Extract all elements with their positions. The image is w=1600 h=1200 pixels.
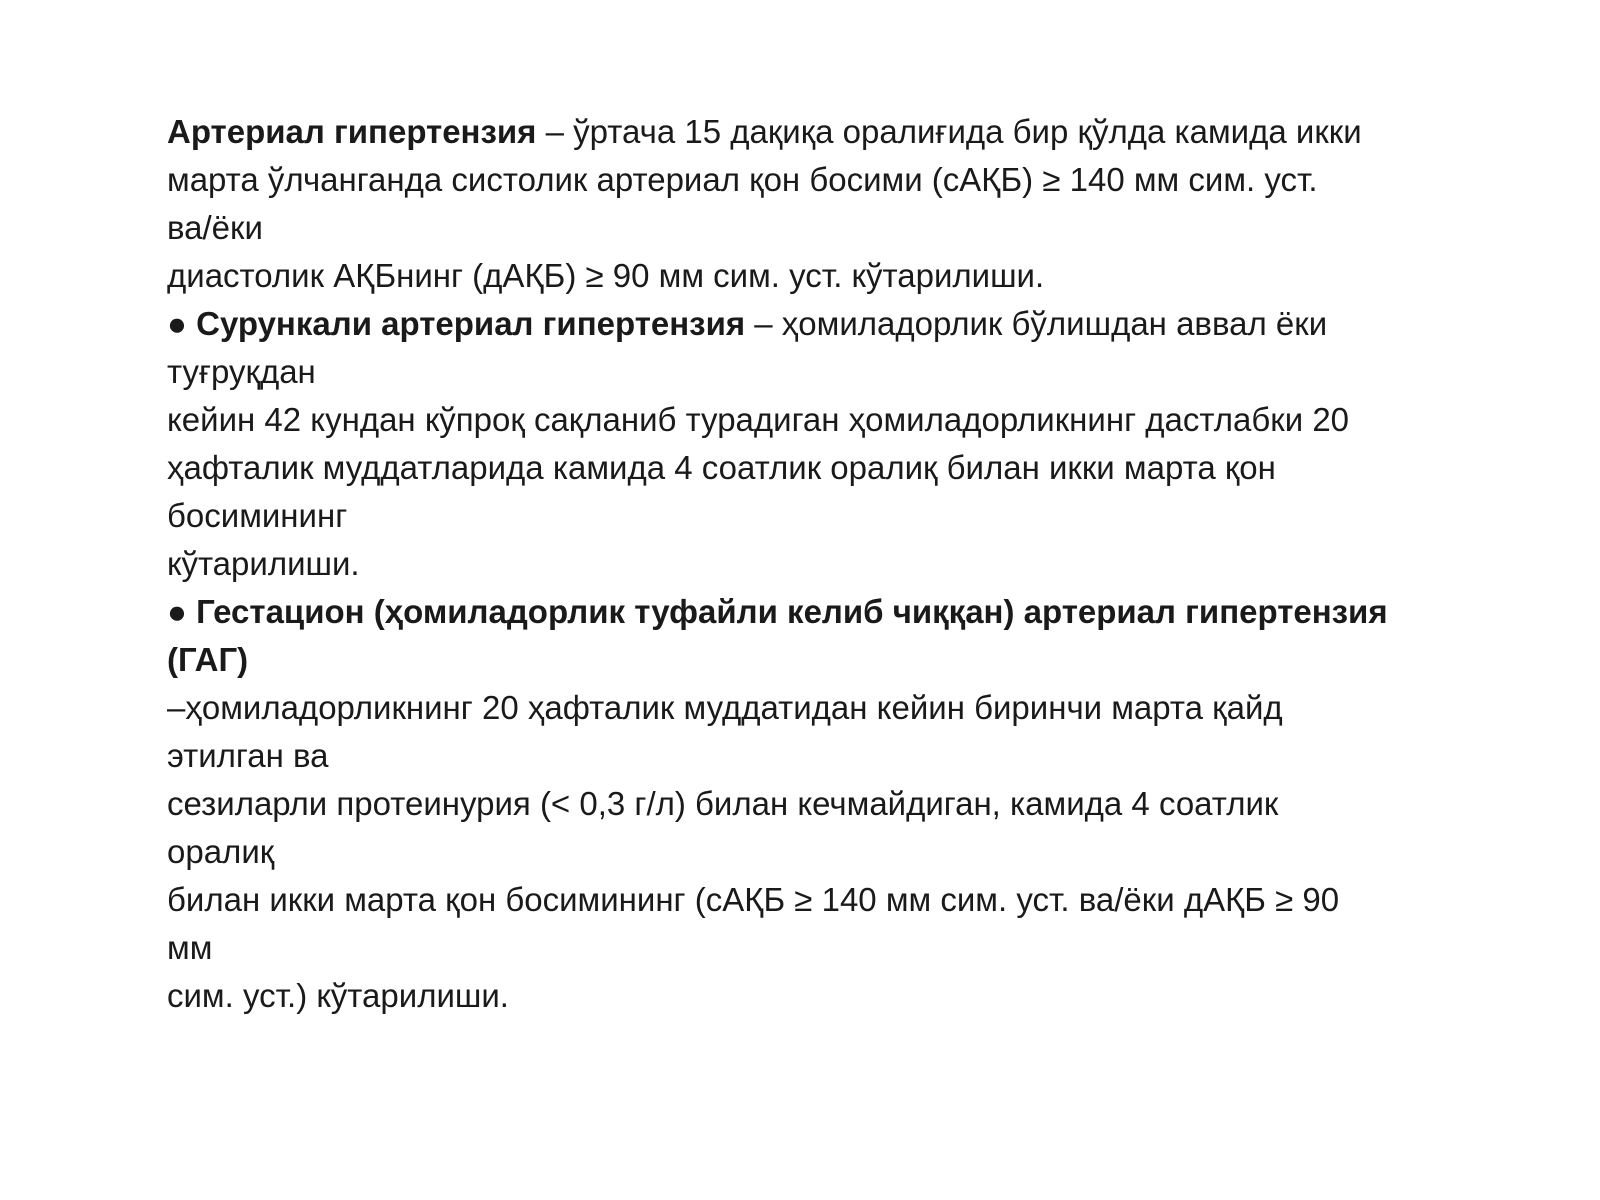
text-line: сезиларли протеинурия (< 0,3 г/л) билан кечмайдиган, камида 4 соатлик [167,785,1279,822]
term-bold: Сурункали артериал гипертензия [196,305,746,342]
text-line: этилган ва [167,737,329,774]
text-body [167,108,1557,1020]
text-fragment: – ҳомиладорлик бўлишдан аввал ёки [745,305,1328,342]
text-line: кейин 42 кундан кўпроқ сақланиб турадиган ҳомиладорликнинг дастлабки 20 [167,401,1350,438]
bullet-icon: ● [167,593,197,630]
text-fragment: – ўртача 15 дақиқа оралиғида бир қўлда камида икки [536,113,1362,150]
text-line: –ҳомиладорликнинг 20 ҳафталик муддатидан кейин биринчи марта қайд [167,689,1283,726]
text-line: мм [167,929,213,966]
text-line: кўтарилиши. [167,545,360,582]
text-line: диастолик АҚБнинг (дАҚБ) ≥ 90 мм сим. уст. кўтарилиши. [167,257,1045,294]
text-line [167,108,1557,156]
text-line: сим. уст.) кўтарилиши. [167,977,509,1014]
text-line: ҳафталик муддатларида камида 4 соатлик оралиқ билан икки марта қон [167,449,1276,486]
paragraph-arterial-hypertension [167,108,1557,300]
paragraph-gestational-hypertension [167,588,1557,1020]
text-line [167,588,1557,636]
term-bold: Гестацион (ҳомиладорлик туфайли келиб чиққан) артериал гипертензия [196,593,1388,630]
text-line: ва/ёки [167,209,263,246]
text-line: туғруқдан [167,353,316,390]
term-bold: Артериал гипертензия [167,113,537,150]
text-line: босимининг [167,497,348,534]
bullet-icon: ● [167,305,197,342]
paragraph-chronic-hypertension [167,300,1557,588]
term-bold-line: (ГАГ) [167,641,249,678]
text-line [167,300,1557,348]
text-line: марта ўлчанганда систолик артериал қон босими (сАҚБ) ≥ 140 мм сим. уст. [167,161,1318,198]
text-line: билан икки марта қон босимининг (сАҚБ ≥ 140 мм сим. уст. ва/ёки дАҚБ ≥ 90 [167,881,1340,918]
text-line: оралиқ [167,833,275,870]
